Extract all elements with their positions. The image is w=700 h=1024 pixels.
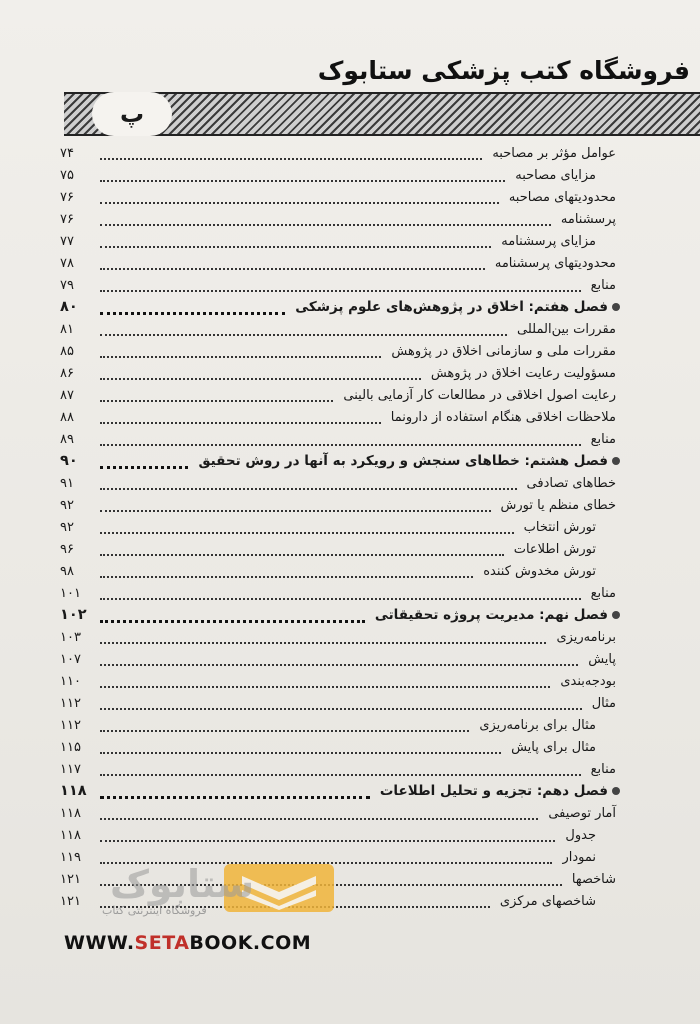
toc-entry-title: نمودار <box>562 849 596 865</box>
toc-entry-title: مزایای پرسشنامه <box>501 233 596 249</box>
toc-page-number: ۷۹ <box>60 277 74 293</box>
toc-page-number: ۹۸ <box>60 563 74 579</box>
toc-page-number: ۷۵ <box>60 167 74 183</box>
toc-entry-title: منابع <box>590 761 616 777</box>
page-letter-badge: پ <box>92 92 172 136</box>
toc-page-number: ۷۸ <box>60 255 74 271</box>
toc-entry-row <box>60 560 620 582</box>
toc-entry-row <box>60 164 620 186</box>
dot-leader <box>100 322 507 336</box>
dot-leader <box>100 542 504 556</box>
toc-page-number: ۸۵ <box>60 343 74 359</box>
toc-page-number: ۱۱۵ <box>60 739 81 755</box>
url-prefix: WWW. <box>64 932 135 954</box>
dot-leader <box>100 454 188 469</box>
dot-leader <box>100 806 538 820</box>
toc-entry-title: مزایای مصاحبه <box>515 167 596 183</box>
toc-entry-row <box>60 692 620 714</box>
toc-page-number: ۷۷ <box>60 233 74 249</box>
dot-leader <box>100 674 550 688</box>
toc-entry-title: محدودیتهای پرسشنامه <box>494 255 616 271</box>
dot-leader <box>100 476 517 490</box>
dot-leader <box>100 498 491 512</box>
toc-entry-row <box>60 670 620 692</box>
section-header-bar <box>64 92 700 136</box>
toc-entry-title: فصل هفتم: اخلاق در پژوهش‌های علوم پزشکی <box>295 299 608 315</box>
dot-leader <box>100 564 473 578</box>
toc-entry-title: آمار توصیفی <box>548 805 616 821</box>
toc-entry-title: عوامل مؤثر بر مصاحبه <box>492 145 616 161</box>
toc-entry-title: مسؤولیت رعایت اخلاق در پژوهش <box>430 365 616 381</box>
dot-leader <box>100 388 333 402</box>
toc-entry-title: شاخصها <box>571 871 616 887</box>
toc-entry-title: خطاهای تصادفی <box>526 475 616 491</box>
toc-entry-title: فصل دهم: تجزیه و تحلیل اطلاعات <box>379 783 608 799</box>
chapter-bullet-icon <box>612 787 620 795</box>
toc-page-number: ۱۱۲ <box>60 695 81 711</box>
toc-entry-title: مثال برای برنامه‌ریزی <box>479 717 596 733</box>
toc-page-number: ۱۱۹ <box>60 849 81 865</box>
dot-leader <box>100 586 581 600</box>
toc-page-number: ۷۶ <box>60 211 74 227</box>
dot-leader <box>100 344 381 358</box>
toc-page-number: ۱۰۲ <box>60 607 87 623</box>
toc-page-number: ۹۱ <box>60 475 74 491</box>
toc-chapter-row <box>60 780 620 802</box>
toc-entry-title: فصل هشتم: خطاهای سنجش و رویکرد به آنها در روش تحقیق <box>198 453 608 469</box>
dot-leader <box>100 212 551 226</box>
toc-entry-row <box>60 714 620 736</box>
chapter-bullet-icon <box>612 303 620 311</box>
toc-entry-title: تورش اطلاعات <box>513 541 596 557</box>
toc-entry-row <box>60 406 620 428</box>
toc-entry-row <box>60 186 620 208</box>
toc-entry-title: تورش انتخاب <box>523 519 596 535</box>
toc-entry-row <box>60 516 620 538</box>
toc-entry-title: مقررات بین‌المللی <box>517 321 616 337</box>
toc-entry-row <box>60 582 620 604</box>
watermark-brand: ستابوک <box>110 862 255 906</box>
dot-leader <box>100 410 381 424</box>
toc-page-number: ۱۱۸ <box>60 827 81 843</box>
dot-leader <box>100 168 505 182</box>
toc-entry-title: تورش مخدوش کننده <box>483 563 596 579</box>
setabook-watermark <box>50 862 350 942</box>
dot-leader <box>100 300 285 315</box>
dot-leader <box>100 366 421 380</box>
dot-leader <box>100 828 555 842</box>
url-suffix: BOOK.COM <box>189 932 312 954</box>
toc-entry-title: فصل نهم: مدیریت پروژه تحقیقاتی <box>374 607 608 623</box>
dot-leader <box>100 652 578 666</box>
toc-page-number: ۱۰۱ <box>60 585 81 601</box>
toc-page-number: ۱۱۰ <box>60 673 81 689</box>
toc-entry-row <box>60 538 620 560</box>
toc-entry-title: خطای منظم یا تورش <box>500 497 616 513</box>
toc-page-number: ۸۶ <box>60 365 74 381</box>
dot-leader <box>100 762 581 776</box>
toc-page-number: ۸۱ <box>60 321 74 337</box>
toc-entry-title: پرسشنامه <box>560 211 616 227</box>
dot-leader <box>100 146 482 160</box>
toc-page-number: ۹۶ <box>60 541 74 557</box>
toc-chapter-row <box>60 296 620 318</box>
toc-entry-title: محدودیتهای مصاحبه <box>508 189 616 205</box>
toc-entry-title: پایش <box>588 651 616 667</box>
dot-leader <box>100 520 514 534</box>
store-banner: فروشگاه کتب پزشکی ستابوک <box>317 56 690 85</box>
toc-entry-row <box>60 340 620 362</box>
url-brand: SETA <box>134 932 190 954</box>
dot-leader <box>100 718 469 732</box>
toc-page-number: ۱۲۱ <box>60 893 81 909</box>
toc-entry-row <box>60 626 620 648</box>
toc-entry-title: بودجه‌بندی <box>560 673 616 689</box>
toc-entry-row <box>60 318 620 340</box>
toc-entry-row <box>60 384 620 406</box>
toc-page-number: ۹۲ <box>60 497 74 513</box>
toc-entry-row <box>60 274 620 296</box>
toc-page-number: ۱۱۲ <box>60 717 81 733</box>
toc-entry-title: مقررات ملی و سازمانی اخلاق در پژوهش <box>391 343 616 359</box>
toc-entry-title: مثال <box>591 695 616 711</box>
watermark-subtitle: فروشگاه اینترنتی کتاب <box>102 904 207 917</box>
toc-entry-row <box>60 758 620 780</box>
toc-entry-row <box>60 428 620 450</box>
dot-leader <box>100 784 370 799</box>
dot-leader <box>100 278 581 292</box>
toc-entry-row <box>60 362 620 384</box>
toc-entry-title: ملاحظات اخلاقی هنگام استفاده از دارونما <box>390 409 616 425</box>
toc-page-number: ۱۰۷ <box>60 651 81 667</box>
toc-page-number: ۱۰۳ <box>60 629 81 645</box>
toc-entry-title: رعایت اصول اخلاقی در مطالعات کار آزمایی بالینی <box>343 387 616 403</box>
toc-entry-title: منابع <box>590 277 616 293</box>
toc-entry-row <box>60 208 620 230</box>
toc-page-number: ۹۰ <box>60 453 78 469</box>
toc-entry-title: مثال برای پایش <box>511 739 596 755</box>
dot-leader <box>100 740 501 754</box>
toc-page-number: ۱۱۷ <box>60 761 81 777</box>
toc-chapter-row <box>60 450 620 472</box>
toc-page-number: ۹۲ <box>60 519 74 535</box>
dot-leader <box>100 630 546 644</box>
toc-page-number: ۷۴ <box>60 145 74 161</box>
toc-page-number: ۱۱۸ <box>60 805 81 821</box>
toc-page-number: ۸۷ <box>60 387 74 403</box>
toc-entry-title: جدول <box>565 827 596 843</box>
chapter-bullet-icon <box>612 457 620 465</box>
toc-entry-row <box>60 252 620 274</box>
dot-leader <box>100 256 485 270</box>
toc-entry-title: منابع <box>590 431 616 447</box>
toc-entry-row <box>60 802 620 824</box>
website-url <box>64 932 311 954</box>
dot-leader <box>100 696 582 710</box>
toc-entry-row <box>60 736 620 758</box>
toc-page-number: ۸۸ <box>60 409 74 425</box>
toc-entry-row <box>60 230 620 252</box>
toc-entry-row <box>60 494 620 516</box>
toc-page-number: ۸۹ <box>60 431 74 447</box>
dot-leader <box>100 234 491 248</box>
toc-page-number: ۷۶ <box>60 189 74 205</box>
chapter-bullet-icon <box>612 611 620 619</box>
table-of-contents <box>60 142 620 912</box>
toc-page-number: ۱۲۱ <box>60 871 81 887</box>
toc-entry-row <box>60 648 620 670</box>
toc-entry-row <box>60 472 620 494</box>
toc-entry-title: شاخصهای مرکزی <box>499 893 596 909</box>
toc-entry-row <box>60 142 620 164</box>
toc-entry-title: منابع <box>590 585 616 601</box>
toc-entry-title: برنامه‌ریزی <box>556 629 616 645</box>
dot-leader <box>100 432 581 446</box>
dot-leader <box>100 190 499 204</box>
toc-page-number: ۸۰ <box>60 299 78 315</box>
toc-entry-row <box>60 824 620 846</box>
dot-leader <box>100 608 365 623</box>
toc-chapter-row <box>60 604 620 626</box>
toc-page-number: ۱۱۸ <box>60 783 87 799</box>
